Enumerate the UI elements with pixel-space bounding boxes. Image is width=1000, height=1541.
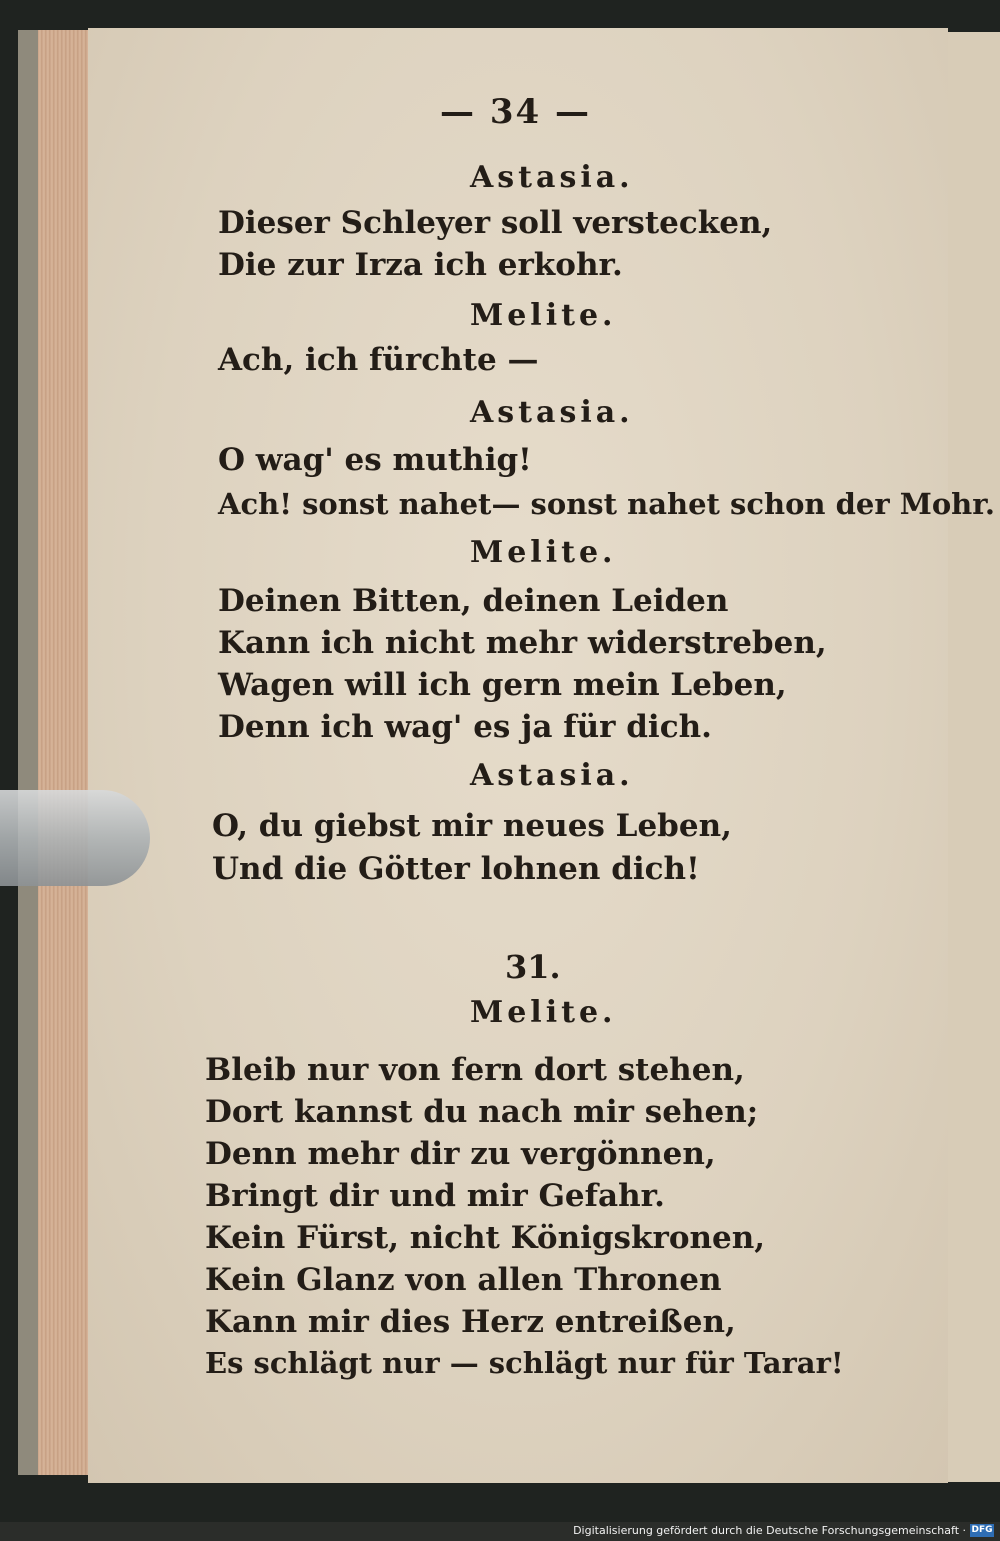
verse-line: Denn mehr dir zu vergönnen,	[205, 1136, 716, 1172]
digitization-credit: Digitalisierung gefördert durch die Deutsche Forschungsgemeinschaft ·	[573, 1524, 966, 1537]
verse-line: Kein Glanz von allen Thronen	[205, 1262, 722, 1298]
page-clip	[0, 790, 150, 886]
speaker-heading: Melite.	[470, 535, 617, 570]
speaker-heading: Astasia.	[470, 758, 634, 793]
speaker-heading: Melite.	[470, 298, 617, 333]
speaker-heading: Melite.	[470, 995, 617, 1030]
verse-line: Wagen will ich gern mein Leben,	[218, 667, 787, 703]
verse-line: Bleib nur von fern dort stehen,	[205, 1052, 745, 1088]
verse-line: Die zur Irza ich erkohr.	[218, 247, 623, 283]
verse-line: Kann mir dies Herz entreißen,	[205, 1304, 736, 1340]
page-number: — 34 —	[440, 92, 591, 132]
verse-line: Ach, ich fürchte —	[218, 342, 539, 378]
verse-line: Kann ich nicht mehr widerstreben,	[218, 625, 827, 661]
speaker-heading: Astasia.	[470, 160, 634, 195]
verse-line: Bringt dir und mir Gefahr.	[205, 1178, 665, 1214]
verse-line: Deinen Bitten, deinen Leiden	[218, 583, 729, 619]
verse-line: Kein Fürst, nicht Königskronen,	[205, 1220, 766, 1256]
verse-line: Es schlägt nur — schlägt nur für Tarar!	[205, 1346, 844, 1380]
verse-line: Ach! sonst nahet— sonst nahet schon der Mohr.	[218, 487, 995, 521]
song-number: 31.	[505, 948, 561, 986]
verse-line: Und die Götter lohnen dich!	[212, 851, 700, 887]
verse-line: O wag' es muthig!	[218, 442, 532, 478]
speaker-heading: Astasia.	[470, 395, 634, 430]
verse-line: Dort kannst du nach mir sehen;	[205, 1094, 759, 1130]
verse-line: Dieser Schleyer soll verstecken,	[218, 205, 773, 241]
verse-line: O, du giebst mir neues Leben,	[212, 808, 732, 844]
book-spine-edge	[18, 30, 38, 1475]
verse-line: Denn ich wag' es ja für dich.	[218, 709, 712, 745]
dfg-logo: DFG	[971, 1525, 993, 1535]
facing-page-edge	[945, 32, 1000, 1482]
